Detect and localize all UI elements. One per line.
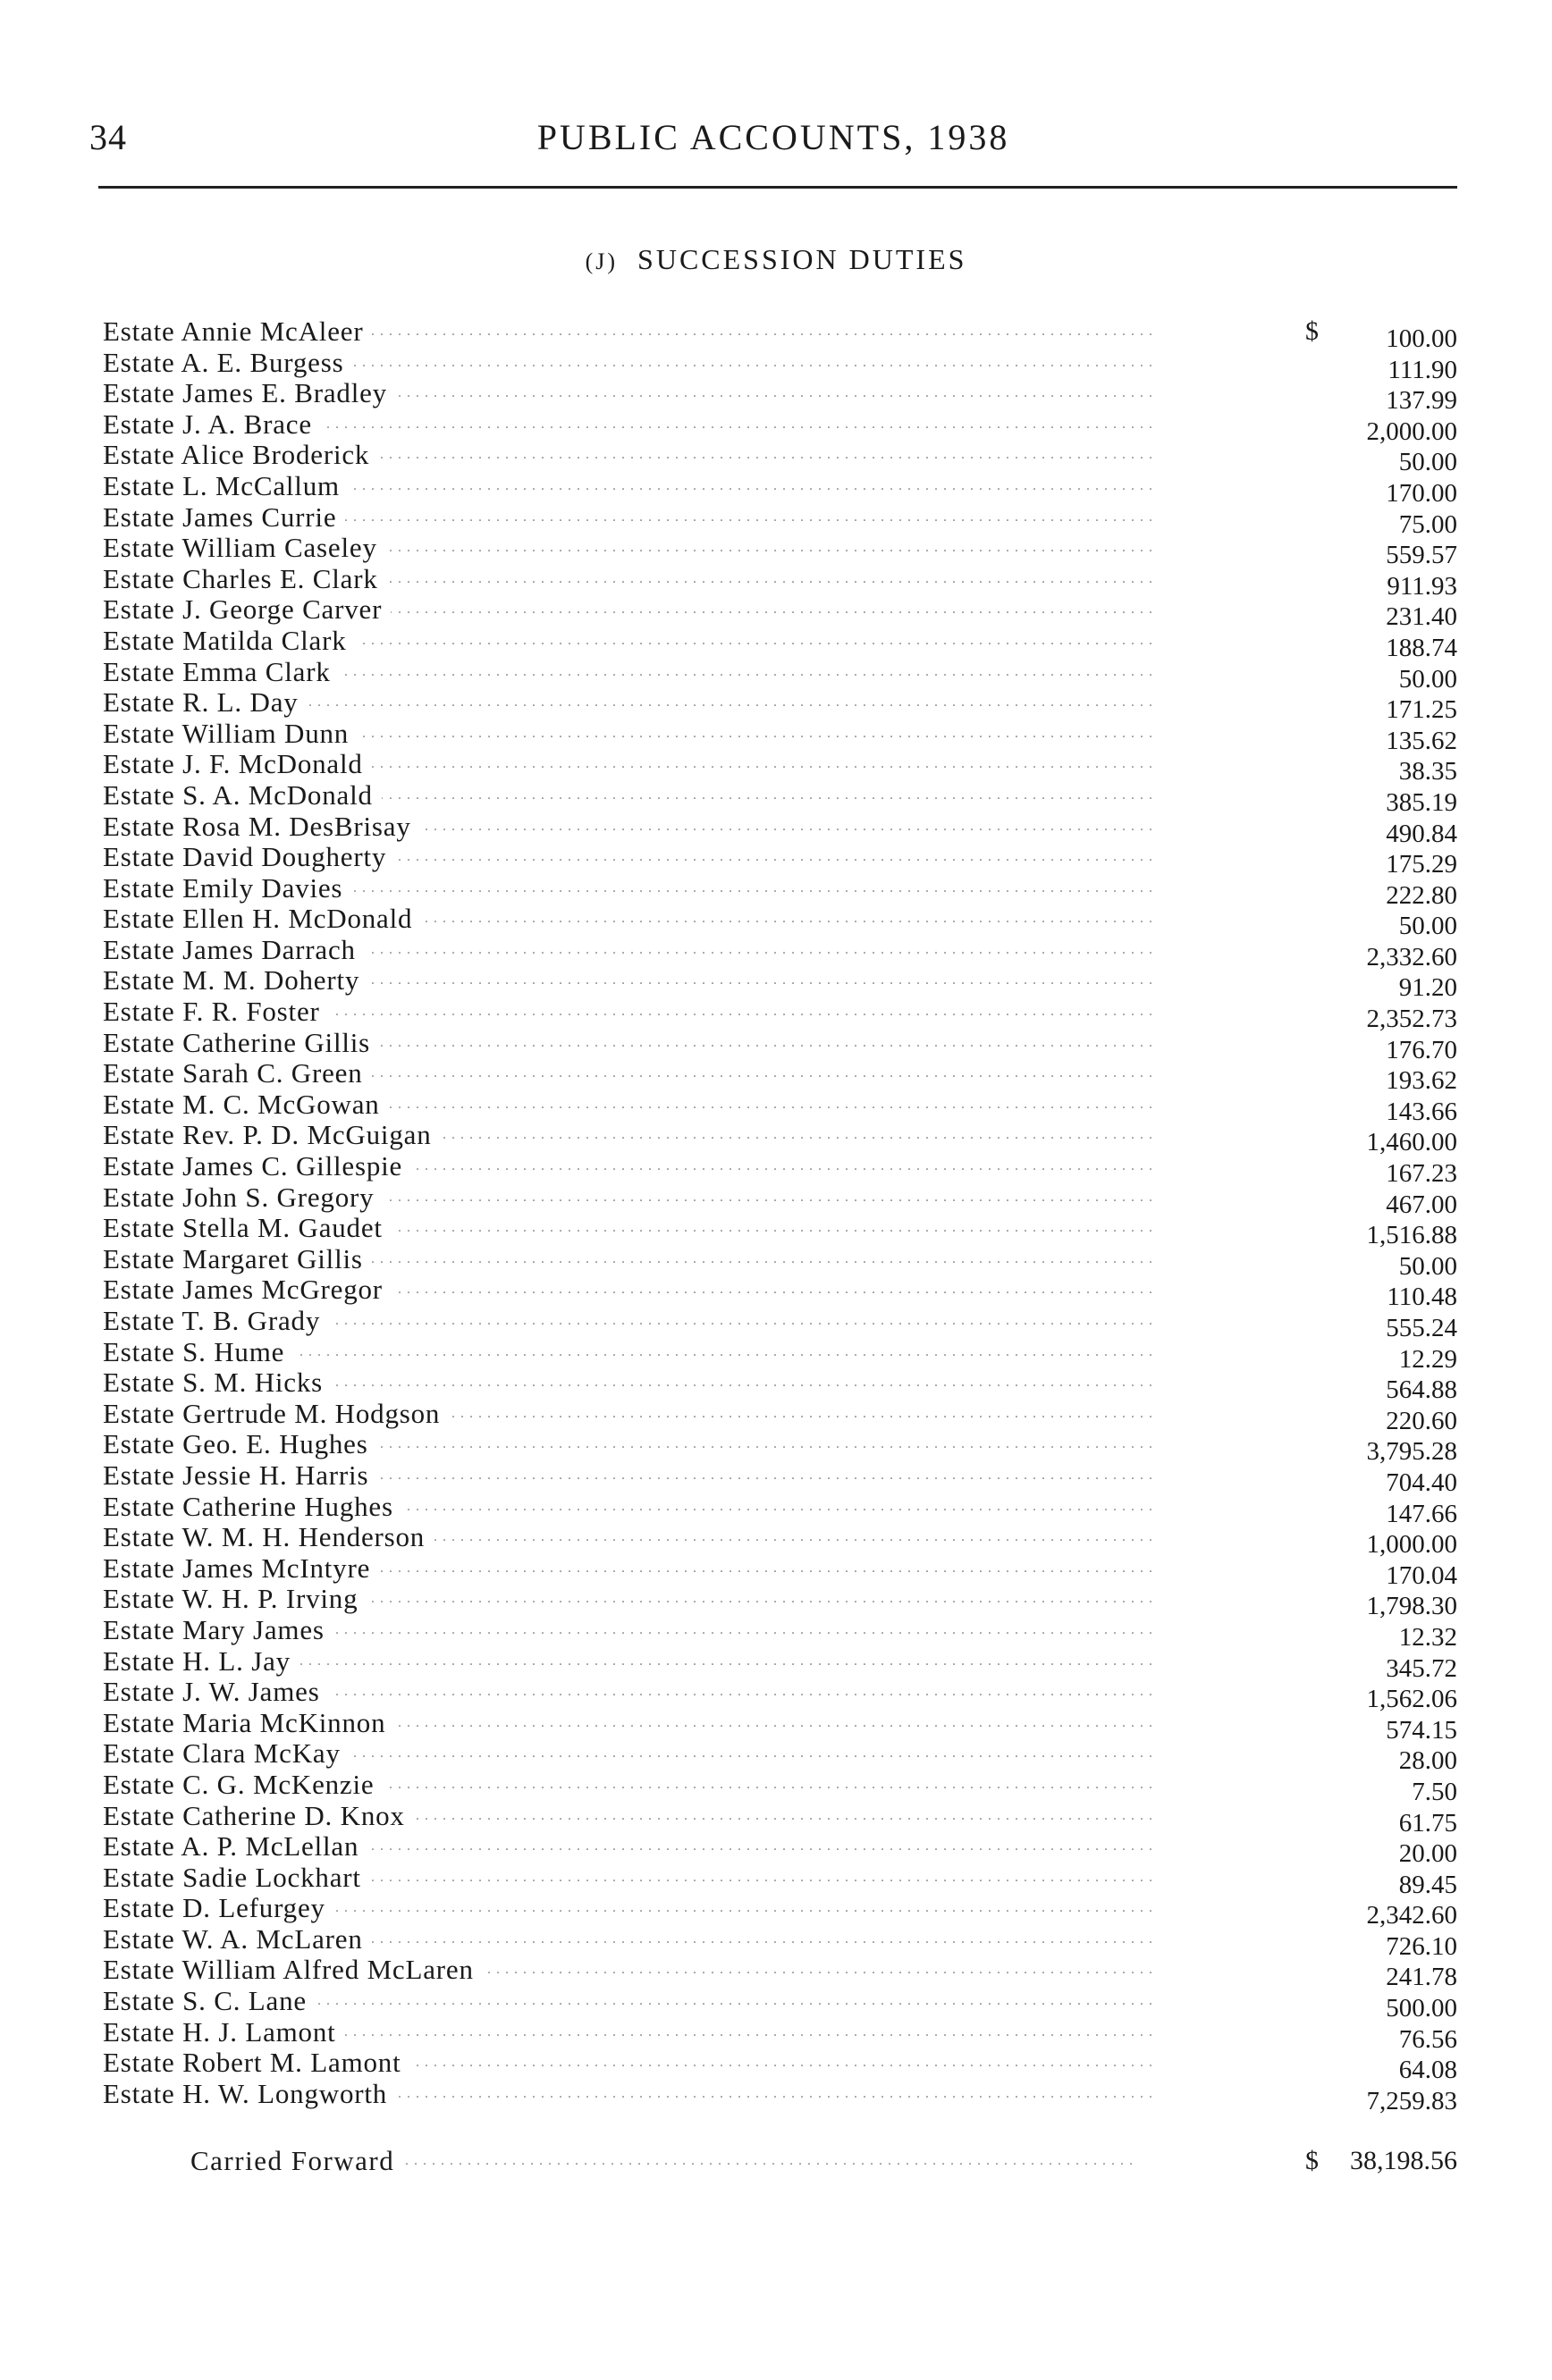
estate-name: Estate John S. Gregory: [103, 1182, 383, 1214]
estate-amount: 2,342.60: [1366, 1901, 1457, 1930]
estate-name: Estate W. H. P. Irving: [103, 1584, 367, 1615]
entry-label-wrap: [103, 812, 1265, 843]
list-item: [103, 904, 1457, 941]
entry-label-wrap: [103, 719, 1265, 750]
list-item: [103, 533, 1457, 570]
entry-label-wrap: [103, 1274, 1265, 1306]
list-item: [103, 1769, 1457, 1806]
list-item: [103, 347, 1457, 384]
estate-amount: 76.56: [1398, 2024, 1457, 2054]
list-item: [103, 965, 1457, 1003]
estate-name: Estate J. F. McDonald: [103, 749, 372, 780]
estate-name: Estate Catherine Gillis: [103, 1028, 379, 1059]
list-item: [103, 408, 1457, 446]
entry-label-wrap: [103, 348, 1265, 379]
estate-amount: 188.74: [1386, 633, 1457, 662]
estate-amount: 2,352.73: [1366, 1005, 1457, 1034]
list-item: [103, 1707, 1457, 1745]
list-item: [103, 1923, 1457, 1961]
estate-amount: 167.23: [1386, 1159, 1457, 1189]
estate-amount: 28.00: [1398, 1746, 1457, 1776]
estate-amount: 61.75: [1398, 1808, 1457, 1838]
estate-amount: 2,332.60: [1366, 942, 1457, 971]
estate-name: Estate Clara McKay: [103, 1738, 350, 1770]
estate-name: Estate Maria McKinnon: [103, 1708, 394, 1739]
list-item: [103, 1182, 1457, 1219]
list-item: [103, 1367, 1457, 1405]
estate-name: Estate Margaret Gillis: [103, 1244, 372, 1275]
estate-amount: 574.15: [1386, 1715, 1457, 1745]
estate-name: Estate Stella M. Gaudet: [103, 1213, 392, 1244]
currency-symbol: $: [1305, 316, 1319, 346]
entry-label-wrap: [103, 1615, 1265, 1646]
entry-label-wrap: [103, 965, 1265, 997]
list-item: [103, 1459, 1457, 1497]
entry-label-wrap: [103, 1399, 1265, 1430]
list-item: [103, 594, 1457, 632]
entry-label-wrap: [103, 1151, 1265, 1182]
list-item: [103, 1274, 1457, 1312]
entry-label-wrap: [103, 1244, 1265, 1275]
estate-name: Estate William Dunn: [103, 719, 358, 750]
estate-amount: 1,516.88: [1366, 1221, 1457, 1250]
list-item: [103, 2048, 1457, 2085]
list-item: [103, 2078, 1457, 2115]
entry-label-wrap: [103, 502, 1265, 534]
carried-forward-row: [103, 2143, 1457, 2179]
estate-name: Estate Matilda Clark: [103, 626, 356, 657]
list-item: [103, 1306, 1457, 1342]
list-item: [103, 934, 1457, 971]
entry-label-wrap: [103, 564, 1265, 595]
estate-name: Estate David Dougherty: [103, 842, 395, 873]
list-item: [103, 1614, 1457, 1652]
list-item: [103, 1089, 1457, 1126]
estate-name: Estate Gertrude M. Hodgson: [103, 1399, 449, 1430]
estate-name: Estate W. A. McLaren: [103, 1924, 372, 1955]
list-item: [103, 1955, 1457, 1992]
entry-label-wrap: [103, 1584, 1265, 1615]
entry-label-wrap: [103, 2017, 1265, 2048]
entry-label-wrap: [103, 1955, 1265, 1986]
estate-amount: 50.00: [1398, 1251, 1457, 1281]
entry-label-wrap: [103, 1677, 1265, 1708]
estate-name: Estate James C. Gillespie: [103, 1151, 411, 1182]
estate-name: Estate H. W. Longworth: [103, 2079, 396, 2110]
estate-name: Estate Robert M. Lamont: [103, 2048, 410, 2079]
entries-list: [103, 316, 1457, 2115]
entry-label-wrap: [103, 2048, 1265, 2079]
estate-amount: 50.00: [1398, 448, 1457, 477]
estate-amount: 170.00: [1386, 478, 1457, 508]
list-item: [103, 997, 1457, 1034]
entry-label-wrap: [103, 409, 1265, 441]
estate-amount: 345.72: [1386, 1653, 1457, 1683]
estate-amount: 490.84: [1386, 819, 1457, 848]
entry-label-wrap: [103, 1120, 1265, 1151]
estate-name: Estate Rev. P. D. McGuigan: [103, 1120, 441, 1151]
carried-forward-label-wrap: [190, 2143, 1263, 2179]
carried-forward-amount: 38,198.56: [1350, 2146, 1457, 2175]
entry-label-wrap: [103, 440, 1265, 471]
estate-name: Estate Ellen H. McDonald: [103, 904, 421, 935]
estate-amount: 137.99: [1386, 386, 1457, 416]
entry-label-wrap: [103, 1460, 1265, 1492]
section-letter: (J): [585, 248, 619, 274]
estate-name: Estate J. A. Brace: [103, 409, 321, 441]
estate-amount: 50.00: [1398, 664, 1457, 694]
list-item: [103, 563, 1457, 601]
entry-label-wrap: [103, 1429, 1265, 1460]
list-item: [103, 1645, 1457, 1683]
estate-name: Estate S. C. Lane: [103, 1986, 316, 2017]
estate-amount: 111.90: [1388, 355, 1457, 384]
list-item: [103, 872, 1457, 910]
estate-amount: 704.40: [1386, 1468, 1457, 1497]
list-item: [103, 779, 1457, 817]
list-item: [103, 811, 1457, 848]
estate-name: Estate James E. Bradley: [103, 378, 396, 409]
estate-amount: 89.45: [1398, 1870, 1457, 1899]
estate-name: Estate William Caseley: [103, 533, 386, 564]
list-item: [103, 470, 1457, 508]
entry-label-wrap: [103, 1553, 1265, 1585]
estate-name: Estate H. L. Jay: [103, 1646, 299, 1678]
estate-amount: 500.00: [1386, 1994, 1457, 2023]
entry-label-wrap: [103, 1337, 1265, 1368]
entry-label-wrap: [103, 657, 1265, 688]
entry-label-wrap: [103, 873, 1265, 904]
list-item: [103, 1738, 1457, 1776]
entry-label-wrap: [103, 997, 1265, 1028]
running-title: PUBLIC ACCOUNTS, 1938: [536, 117, 1010, 157]
estate-amount: 193.62: [1386, 1066, 1457, 1096]
estate-name: Estate Emma Clark: [103, 657, 340, 688]
estate-amount: 38.35: [1398, 757, 1457, 786]
estate-amount: 64.08: [1398, 2056, 1457, 2085]
estate-amount: 75.00: [1398, 509, 1457, 539]
entry-label-wrap: [103, 1492, 1265, 1523]
total-currency-symbol: $: [1305, 2146, 1319, 2175]
estate-name: Estate Emily Davies: [103, 873, 351, 904]
carried-forward-label: Carried Forward: [190, 2143, 403, 2179]
list-item: [103, 1677, 1457, 1714]
estate-amount: 143.66: [1386, 1097, 1457, 1126]
entry-label-wrap: [103, 316, 1265, 348]
entry-label-wrap: [103, 1213, 1265, 1244]
list-item: [103, 749, 1457, 786]
estate-name: Estate T. B. Grady: [103, 1306, 329, 1337]
estate-amount: 2,000.00: [1366, 416, 1457, 446]
estate-amount: 1,000.00: [1366, 1530, 1457, 1560]
estate-amount: 241.78: [1386, 1963, 1457, 1992]
estate-amount: 171.25: [1386, 695, 1457, 725]
estate-name: Estate Mary James: [103, 1615, 333, 1646]
list-item: [103, 1243, 1457, 1281]
estate-name: Estate F. R. Foster: [103, 997, 329, 1028]
entry-label-wrap: [103, 687, 1265, 719]
estate-amount: 12.29: [1398, 1344, 1457, 1374]
estate-amount: 1,460.00: [1366, 1128, 1457, 1157]
estate-amount: 564.88: [1386, 1375, 1457, 1405]
list-item: [103, 625, 1457, 662]
estate-name: Estate M. M. Doherty: [103, 965, 368, 997]
entry-label-wrap: [103, 1801, 1265, 1832]
entry-label-wrap: [103, 1831, 1265, 1863]
entry-label-wrap: [103, 842, 1265, 873]
estate-name: Estate Sarah C. Green: [103, 1058, 372, 1089]
estate-amount: 7.50: [1412, 1777, 1457, 1806]
entry-label-wrap: [103, 1893, 1265, 1924]
estate-amount: 385.19: [1386, 787, 1457, 817]
estate-name: Estate S. M. Hicks: [103, 1367, 332, 1399]
estate-name: Estate Sadie Lockhart: [103, 1863, 370, 1894]
entry-label-wrap: [103, 1089, 1265, 1121]
estate-name: Estate D. Lefurgey: [103, 1893, 334, 1924]
list-item: [103, 1398, 1457, 1435]
estate-amount: 559.57: [1386, 541, 1457, 570]
list-item: [103, 501, 1457, 539]
estate-amount: 555.24: [1386, 1314, 1457, 1342]
estate-name: Estate S. A. McDonald: [103, 780, 382, 812]
estate-amount: 176.70: [1386, 1035, 1457, 1064]
estate-name: Estate J. George Carver: [103, 594, 391, 626]
estate-name: Estate Rosa M. DesBrisay: [103, 812, 420, 843]
list-item: [103, 1584, 1457, 1621]
estate-amount: 135.62: [1386, 726, 1457, 755]
estate-amount: 222.80: [1386, 880, 1457, 910]
page-number: 34: [89, 117, 127, 157]
list-item: [103, 1893, 1457, 1930]
estate-amount: 91.20: [1398, 973, 1457, 1003]
list-item: [103, 687, 1457, 725]
entry-label-wrap: [103, 1738, 1265, 1770]
estate-amount: 3,795.28: [1366, 1437, 1457, 1467]
estate-name: Estate James Currie: [103, 502, 345, 534]
estate-name: Estate W. M. H. Henderson: [103, 1522, 434, 1553]
list-item: [103, 1552, 1457, 1590]
estate-amount: 220.60: [1386, 1406, 1457, 1435]
entry-label-wrap: [103, 1924, 1265, 1955]
entry-label-wrap: [103, 1986, 1265, 2017]
estate-amount: 175.29: [1386, 850, 1457, 879]
estate-name: Estate A. E. Burgess: [103, 348, 352, 379]
estate-amount: 1,562.06: [1366, 1685, 1457, 1714]
entry-label-wrap: [103, 533, 1265, 564]
estate-amount: 20.00: [1398, 1839, 1457, 1869]
entry-label-wrap: [103, 471, 1265, 502]
estate-name: Estate James McGregor: [103, 1274, 392, 1306]
list-item: [103, 1862, 1457, 1899]
estate-name: Estate L. McCallum: [103, 471, 349, 502]
entry-label-wrap: [103, 378, 1265, 409]
list-item: [103, 378, 1457, 416]
entry-label-wrap: [103, 1522, 1265, 1553]
entry-label-wrap: [103, 1646, 1265, 1678]
estate-name: Estate S. Hume: [103, 1337, 293, 1368]
list-item: [103, 1151, 1457, 1189]
list-item: [103, 1429, 1457, 1467]
list-item: [103, 1831, 1457, 1869]
list-item: [103, 656, 1457, 694]
estate-amount: 467.00: [1386, 1190, 1457, 1219]
estate-name: Estate H. J. Lamont: [103, 2017, 345, 2048]
estate-name: Estate M. C. McGowan: [103, 1089, 389, 1121]
entry-label-wrap: [103, 1863, 1265, 1894]
list-item: [103, 440, 1457, 477]
list-item: [103, 1027, 1457, 1064]
entry-label-wrap: [103, 904, 1265, 935]
header-rule: [98, 186, 1457, 189]
estate-amount: 100.00: [1386, 324, 1457, 353]
entry-label-wrap: [103, 780, 1265, 812]
estate-name: Estate Catherine D. Knox: [103, 1801, 414, 1832]
entry-label-wrap: [103, 1770, 1265, 1801]
section-heading: [0, 243, 1552, 276]
estate-name: Estate Geo. E. Hughes: [103, 1429, 377, 1460]
estate-name: Estate C. G. McKenzie: [103, 1770, 383, 1801]
list-item: [103, 1336, 1457, 1374]
entry-label-wrap: [103, 1058, 1265, 1089]
list-item: [103, 1522, 1457, 1560]
list-item: [103, 1800, 1457, 1838]
entry-label-wrap: [103, 749, 1265, 780]
estate-name: Estate Charles E. Clark: [103, 564, 387, 595]
estate-name: Estate William Alfred McLaren: [103, 1955, 483, 1986]
estate-amount: 50.00: [1398, 912, 1457, 941]
list-item: [103, 718, 1457, 755]
entry-label-wrap: [103, 594, 1265, 626]
list-item: [103, 2016, 1457, 2054]
list-item: [103, 1491, 1457, 1528]
list-item: [103, 1986, 1457, 2023]
estate-name: Estate James McIntyre: [103, 1553, 379, 1585]
estate-name: Estate Alice Broderick: [103, 440, 378, 471]
estate-name: Estate James Darrach: [103, 935, 365, 966]
estate-name: Estate Annie McAleer: [103, 316, 372, 348]
estate-name: Estate J. W. James: [103, 1677, 329, 1708]
entry-label-wrap: [103, 2079, 1265, 2110]
entry-label-wrap: [103, 1367, 1265, 1399]
estate-name: Estate R. L. Day: [103, 687, 308, 719]
estate-amount: 1,798.30: [1366, 1592, 1457, 1621]
entry-label-wrap: [103, 626, 1265, 657]
entry-label-wrap: [103, 1708, 1265, 1739]
estate-name: Estate A. P. McLellan: [103, 1831, 367, 1863]
estate-name: Estate Catherine Hughes: [103, 1492, 402, 1523]
list-item: [103, 316, 1457, 353]
estate-amount: 7,259.83: [1366, 2086, 1457, 2115]
list-item: [103, 842, 1457, 879]
estate-amount: 911.93: [1387, 571, 1457, 601]
estate-amount: 12.32: [1398, 1622, 1457, 1652]
estate-amount: 110.48: [1387, 1283, 1457, 1312]
estate-amount: 147.66: [1386, 1499, 1457, 1528]
entry-label-wrap: [103, 1028, 1265, 1059]
entry-label-wrap: [103, 935, 1265, 966]
entry-label-wrap: [103, 1306, 1265, 1337]
estate-amount: 726.10: [1386, 1931, 1457, 1961]
estate-amount: 231.40: [1386, 602, 1457, 632]
estate-name: Estate Jessie H. Harris: [103, 1460, 377, 1492]
list-item: [103, 1120, 1457, 1157]
list-item: [103, 1213, 1457, 1250]
list-item: [103, 1058, 1457, 1096]
estate-amount: 170.04: [1386, 1560, 1457, 1590]
entry-label-wrap: [103, 1182, 1265, 1214]
section-title: SUCCESSION DUTIES: [637, 243, 967, 275]
page-header: [89, 116, 1457, 170]
